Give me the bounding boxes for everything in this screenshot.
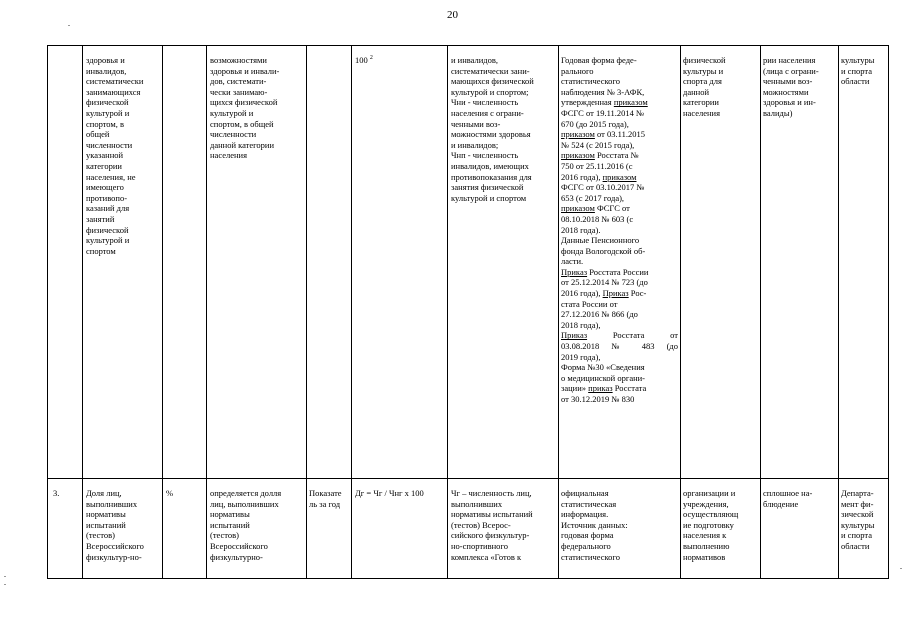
cell-text-line: культуры и <box>683 65 724 76</box>
cell-text-line: противопоказания для <box>451 171 532 182</box>
column-rule <box>162 45 163 578</box>
cell-text-line: 2019 года), <box>561 351 601 362</box>
cell-text-line: ФСГС от 19.11.2014 № <box>561 107 645 118</box>
cell-text-line: инвалидов, имеющих <box>451 160 529 171</box>
cell-text-line: численности <box>210 129 257 140</box>
cell-text-line: определяется долля <box>210 488 282 498</box>
cell-text-line: культурой и спортом; <box>451 86 529 97</box>
cell-text-line: годовая форма <box>561 530 614 541</box>
cell-text-line: испытаний <box>86 519 126 530</box>
cell-text-line: ласти. <box>561 256 584 267</box>
cell-row-3-col-1 <box>53 488 80 499</box>
cell-text-line: статистического <box>561 76 620 87</box>
cell-text-line: (лица с ограни- <box>763 65 819 76</box>
column-rule <box>680 45 681 578</box>
scan-mark <box>68 25 70 26</box>
cell-row-3-col-11 <box>841 488 886 552</box>
cell-text-line: области <box>841 76 870 87</box>
cell-text-line: наблюдения № 3-АФК, <box>561 86 645 97</box>
cell-text-line: щихся физической <box>210 97 278 108</box>
cell-text-line: здоровья и <box>86 55 125 65</box>
cell-text-line: физической <box>683 55 726 65</box>
column-rule <box>206 45 207 578</box>
column-rule <box>82 45 83 578</box>
cell-text-line: физкультурно- <box>210 551 263 562</box>
cell-row-3-col-4 <box>210 488 304 562</box>
cell-text-line: ченными воз- <box>763 76 813 87</box>
cell-text-line: данной категории <box>210 139 275 150</box>
cell-text-line: Всероссийского <box>210 540 268 551</box>
cell-text-line: рии населения <box>763 55 816 65</box>
cell-text-line: 2016 года), Приказ Рос- <box>561 288 647 299</box>
cell-text-line: от 25.12.2014 № 723 (до <box>561 277 648 288</box>
cell-text-line: комплекса «Готов к <box>451 551 522 562</box>
cell-text-line: (тестов) <box>86 530 115 541</box>
cell-text-line: о медицинской органи- <box>561 372 646 383</box>
column-rule <box>888 45 889 578</box>
cell-text-line: зической <box>841 509 874 520</box>
cell-text-line: нормативы <box>86 509 126 520</box>
cell-text-line: 2018 года), <box>561 319 601 330</box>
cell-text-line: здоровья и инвали- <box>210 65 280 76</box>
cell-text-line: Форма №30 «Сведения <box>561 362 645 373</box>
column-rule <box>351 45 352 578</box>
cell-text-line: населения к <box>683 530 727 541</box>
cell-text-line: категории <box>683 97 719 108</box>
cell-text-line: имеющего <box>86 182 124 193</box>
cell-text-line: федерального <box>561 540 611 551</box>
cell-continued-col-7 <box>451 55 556 203</box>
cell-text-line: указанной <box>86 150 124 161</box>
cell-text-line: стата России от <box>561 298 618 309</box>
cell-text-line: Департа- <box>841 488 874 498</box>
cell-text-line: осуществляющ <box>683 509 739 520</box>
cell-text-line: занятий <box>86 213 115 224</box>
cell-text-line: населения <box>683 107 720 118</box>
cell-text-line: 653 (с 2017 года), <box>561 192 625 203</box>
cell-text-line: физической <box>86 97 129 108</box>
column-rule <box>838 45 839 578</box>
cell-text-line: и инвалидов, <box>451 55 499 65</box>
cell-text-line: приказом ФСГС от <box>561 203 630 214</box>
row-rule <box>47 45 889 46</box>
cell-text-line: № 524 (с 2015 года), <box>561 139 635 150</box>
cell-text-line: Данные Пенсионного <box>561 235 640 246</box>
cell-text-line: культуры <box>841 519 875 530</box>
cell-text-line: выполнивших <box>451 498 503 509</box>
cell-text-line: культурой и <box>86 107 130 118</box>
cell-text-line: общей <box>86 129 110 140</box>
cell-text-line: блюдение <box>763 498 799 509</box>
cell-text-line: спортом <box>86 245 116 256</box>
cell-text-line: 27.12.2016 № 866 (до <box>561 309 638 320</box>
cell-text-line: Всероссийского <box>86 540 144 551</box>
cell-text-line: нормативы <box>210 509 250 520</box>
cell-text-line: 3. <box>53 488 60 498</box>
cell-continued-col-6 <box>355 55 445 66</box>
cell-text-line: выполнению <box>683 540 730 551</box>
cell-text-line: 2016 года), приказом <box>561 171 637 182</box>
cell-text-line: сплошное на- <box>763 488 813 498</box>
column-rule <box>558 45 559 578</box>
cell-text-line: зации» приказ Росстата <box>561 383 647 394</box>
cell-row-3-col-5 <box>309 488 349 509</box>
column-rule <box>760 45 761 578</box>
cell-text-line: данной <box>683 86 709 97</box>
cell-text-line: Чг – численность лиц, <box>451 488 532 498</box>
cell-text-line: 750 от 25.11.2016 (с <box>561 160 633 171</box>
cell-text-line: возможностями <box>210 55 267 65</box>
cell-text-line: Чни - численность <box>451 97 519 108</box>
row-rule <box>47 578 889 579</box>
cell-text-line: приказом от 03.11.2015 <box>561 129 645 140</box>
cell-text-line: населения, не <box>86 171 136 182</box>
cell-text-line: занимающихся <box>86 86 141 97</box>
cell-text-line: физкультур-но- <box>86 551 142 562</box>
cell-text-line: спортом, в общей <box>210 118 274 129</box>
cell-text-line: 2018 года). <box>561 224 601 235</box>
scan-mark <box>4 584 6 585</box>
cell-text-line: приказом Росстата № <box>561 150 639 161</box>
cell-text-line: лиц, выполнивших <box>210 498 279 509</box>
cell-row-3-col-7 <box>451 488 556 562</box>
cell-continued-col-11 <box>841 55 886 87</box>
cell-text-line: 670 (до 2015 года), <box>561 118 629 129</box>
cell-text-line: систематически <box>86 76 144 87</box>
cell-row-3-col-8 <box>561 488 678 562</box>
cell-text-line: можностями здоровья <box>451 129 531 140</box>
cell-row-3-col-6 <box>355 488 445 499</box>
cell-text-line: здоровья и ин- <box>763 97 816 108</box>
cell-text-line: организации и <box>683 488 736 498</box>
row-rule <box>47 478 889 479</box>
cell-text-line: Чнп - численность <box>451 150 519 161</box>
cell-text-line: нормативы испытаний <box>451 509 533 520</box>
cell-text-line: Дг = Чг / Чнг х 100 <box>355 488 424 498</box>
cell-text-line: % <box>166 488 174 498</box>
scan-mark <box>900 568 902 569</box>
cell-text-line: сийского физкультур- <box>451 530 530 541</box>
cell-text-line: спорта для <box>683 76 722 87</box>
cell-text-line: нормативов <box>683 551 726 562</box>
cell-continued-col-8 <box>561 55 678 405</box>
cell-text-line: категории <box>86 160 122 171</box>
cell-text-line: 08.10.2018 № 603 (с <box>561 213 634 224</box>
cell-text-line: и инвалидов; <box>451 139 499 150</box>
column-rule <box>47 45 48 578</box>
cell-text-line: противопо- <box>86 192 128 203</box>
cell-text-line: Приказ Росстата России <box>561 266 649 277</box>
page-number: 20 <box>447 9 458 21</box>
cell-text-line: 100 $^2$ <box>355 55 373 65</box>
cell-row-3-col-10 <box>763 488 836 509</box>
cell-text-line: численности <box>86 139 133 150</box>
cell-text-line: (тестов) Всерос- <box>451 519 511 530</box>
cell-text-line: от 30.12.2019 № 830 <box>561 394 635 404</box>
cell-text-line: информация. <box>561 509 609 520</box>
cell-text-line: спортом, в <box>86 118 125 129</box>
cell-text-line: статистическая <box>561 498 617 509</box>
cell-text-line: рального <box>561 65 594 76</box>
cell-text-line: и спорта <box>841 65 872 76</box>
cell-text-line: 03.08.2018 № 483 (до <box>561 341 678 352</box>
cell-text-line: Показате <box>309 488 342 498</box>
cell-text-line: ль за год <box>309 498 341 509</box>
cell-text-line: культурой и <box>86 235 130 246</box>
cell-text-line: но-спортивного <box>451 540 508 551</box>
cell-continued-col-10 <box>763 55 836 119</box>
cell-text-line: учреждения, <box>683 498 729 509</box>
cell-text-line: фонда Вологодской об- <box>561 245 646 256</box>
cell-text-line: Приказ Росстата от <box>561 330 678 341</box>
cell-text-line: можностями <box>763 86 809 97</box>
cell-text-line: занятия физической <box>451 182 524 193</box>
cell-continued-col-2 <box>86 55 160 256</box>
cell-text-line: официальная <box>561 488 609 498</box>
cell-row-3-col-3 <box>166 488 204 499</box>
cell-text-line: валиды) <box>763 107 793 118</box>
scan-mark <box>4 576 6 577</box>
cell-continued-col-4 <box>210 55 304 161</box>
cell-row-3-col-2 <box>86 488 160 562</box>
cell-text-line: культурой и спортом <box>451 192 527 203</box>
cell-text-line: инвалидов, <box>86 65 127 76</box>
column-rule <box>447 45 448 578</box>
cell-text-line: мающихся физической <box>451 76 534 87</box>
cell-text-line: испытаний <box>210 519 250 530</box>
cell-text-line: Доля лиц, <box>86 488 122 498</box>
cell-text-line: физической <box>86 224 129 235</box>
cell-text-line: (тестов) <box>210 530 239 541</box>
cell-text-line: ФСГС от 03.10.2017 № <box>561 182 645 193</box>
cell-text-line: дов, системати- <box>210 76 267 87</box>
cell-text-line: Источник данных: <box>561 519 628 530</box>
cell-text-line: населения <box>210 150 247 161</box>
column-rule <box>306 45 307 578</box>
cell-text-line: населения с ограни- <box>451 107 524 118</box>
cell-text-line: и спорта <box>841 530 872 541</box>
cell-text-line: чески занимаю- <box>210 86 268 97</box>
cell-text-line: систематически зани- <box>451 65 530 76</box>
cell-text-line: ие подготовку <box>683 519 734 530</box>
cell-text-line: культуры <box>841 55 875 65</box>
cell-row-3-col-9 <box>683 488 758 562</box>
cell-text-line: культурой и <box>210 107 254 118</box>
cell-text-line: ченными воз- <box>451 118 501 129</box>
cell-text-line: казаний для <box>86 203 130 214</box>
cell-text-line: утвержденная приказом <box>561 97 648 108</box>
cell-text-line: мент фи- <box>841 498 874 509</box>
cell-continued-col-9 <box>683 55 758 119</box>
cell-text-line: области <box>841 540 870 551</box>
cell-text-line: Годовая форма феде- <box>561 55 637 65</box>
cell-text-line: выполнивших <box>86 498 138 509</box>
cell-text-line: статистического <box>561 551 620 562</box>
